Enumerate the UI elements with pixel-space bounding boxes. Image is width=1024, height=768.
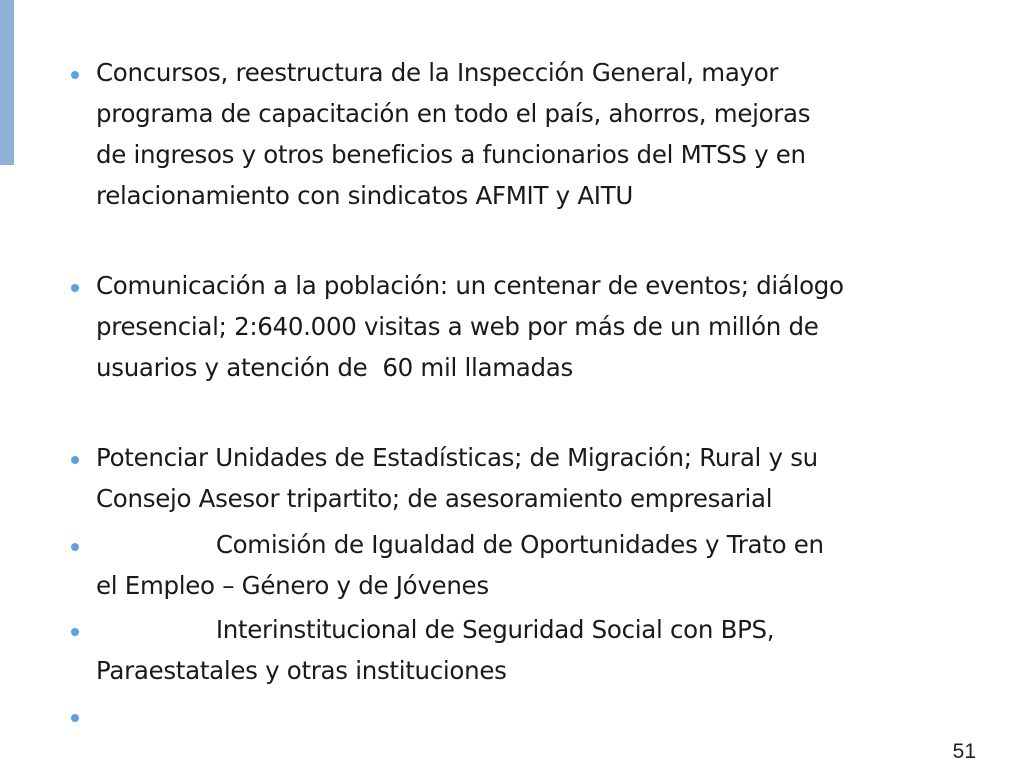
bullet-dot-icon xyxy=(71,543,79,551)
bullet-text: Comisión de Igualdad de Oportunidades y Trato en el Empleo – Género y de Jóvenes xyxy=(96,530,824,600)
page-number: 51 xyxy=(952,740,976,763)
bullet-dot-icon xyxy=(71,628,79,636)
bullet-text: Comunicación a la población: un centenar de eventos; diálogo presencial; 2:640.000 visitas a web por más de un millón de usuarios y atención de 60 mil llamadas xyxy=(96,271,844,382)
bullet-text: Potenciar Unidades de Estadísticas; de Migración; Rural y su Consejo Asesor tripartito; de asesoramiento empresarial xyxy=(96,443,818,513)
bullet-text: Concursos, reestructura de la Inspección General, mayor programa de capacitación en todo el país, ahorros, mejoras de ingresos y otros beneficios a funcionarios del MTSS y en relacionamiento con sindicatos AFMIT y AITU xyxy=(96,58,811,210)
bullet-text: Interinstitucional de Seguridad Social con BPS, Paraestatales y otras instituciones xyxy=(96,615,775,685)
bullet-dot-icon xyxy=(71,71,79,79)
bullet-dot-icon xyxy=(71,284,79,292)
bullet-dot-icon xyxy=(71,456,79,464)
bullet-dot-icon xyxy=(71,714,79,722)
accent-bar xyxy=(0,0,14,165)
